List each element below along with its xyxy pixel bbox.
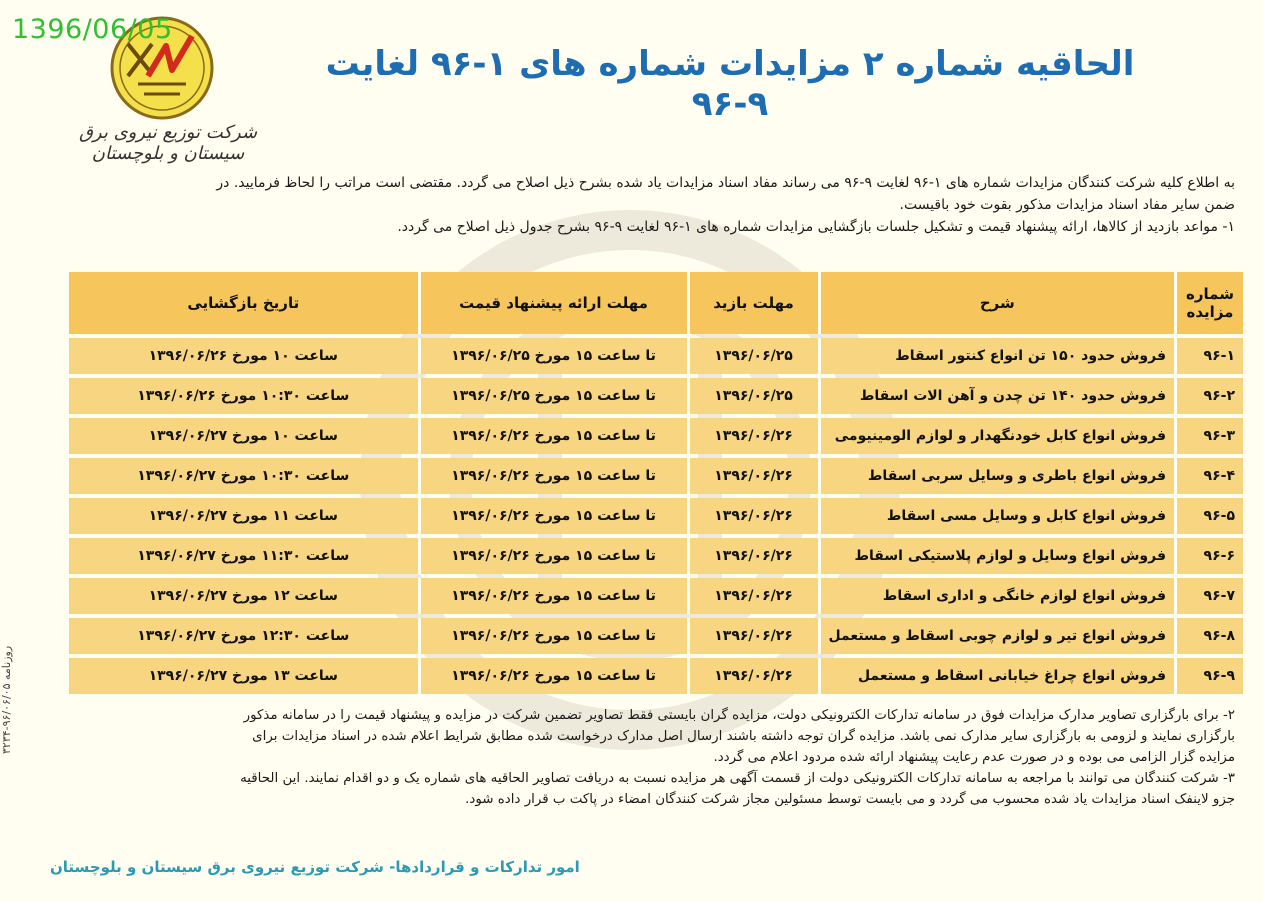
cell-num: ۹۶-۲ bbox=[1174, 378, 1243, 414]
cell-visit: ۱۳۹۶/۰۶/۲۵ bbox=[687, 338, 818, 374]
table-row bbox=[66, 658, 1243, 694]
company-signature: شرکت توزیع نیروی برق سیستان و بلوچستان bbox=[78, 122, 258, 164]
auction-schedule-table bbox=[66, 268, 1243, 698]
cell-desc: فروش انواع کابل و وسایل مسی اسقاط bbox=[818, 498, 1174, 534]
table-row bbox=[66, 378, 1243, 414]
cell-deadline: تا ساعت ۱۵ مورخ ۱۳۹۶/۰۶/۲۶ bbox=[418, 498, 687, 534]
cell-desc: فروش انواع باطری و وسایل سربی اسقاط bbox=[818, 458, 1174, 494]
header-opening: تاریخ بازگشایی bbox=[66, 272, 418, 334]
cell-desc: فروش انواع کابل خودنگهدار و لوازم الومینیومی bbox=[818, 418, 1174, 454]
cell-opening: ساعت ۱۱:۳۰ مورخ ۱۳۹۶/۰۶/۲۷ bbox=[66, 538, 418, 574]
table-row bbox=[66, 538, 1243, 574]
table-row bbox=[66, 458, 1243, 494]
cell-num: ۹۶-۷ bbox=[1174, 578, 1243, 614]
note-3-line-2: جزو لاینفک اسناد مزایدات یاد شده محسوب می گردد و می بایست توسط مسئولین مجاز شرکت کنندگان امضاء در پاکت ب قرار داده شود. bbox=[465, 792, 1235, 807]
table-row bbox=[66, 578, 1243, 614]
cell-opening: ساعت ۱۲ مورخ ۱۳۹۶/۰۶/۲۷ bbox=[66, 578, 418, 614]
table-row bbox=[66, 338, 1243, 374]
header-visit: مهلت بازید bbox=[687, 272, 818, 334]
intro-text bbox=[30, 172, 1235, 238]
date-stamp: 1396/06/05 bbox=[12, 14, 173, 45]
cell-deadline: تا ساعت ۱۵ مورخ ۱۳۹۶/۰۶/۲۶ bbox=[418, 578, 687, 614]
table-row bbox=[66, 498, 1243, 534]
cell-opening: ساعت ۱۳ مورخ ۱۳۹۶/۰۶/۲۷ bbox=[66, 658, 418, 694]
note-3-line-1: ۳- شرکت کنندگان می توانند با مراجعه به سامانه تدارکات الکترونیکی دولت از قسمت آگهی هر مزایده نسبت به دریافت تصاویر الحاقیه های شماره یک و دو اقدام نمایند. این الحاقیه bbox=[240, 771, 1235, 786]
page-title: الحاقیه شماره ۲ مزایدات شماره های ۱-۹۶ لغایت ۹-۹۶ bbox=[325, 44, 1135, 124]
table-row bbox=[66, 418, 1243, 454]
header-deadline: مهلت ارائه پیشنهاد قیمت bbox=[418, 272, 687, 334]
cell-deadline: تا ساعت ۱۵ مورخ ۱۳۹۶/۰۶/۲۶ bbox=[418, 458, 687, 494]
cell-visit: ۱۳۹۶/۰۶/۲۶ bbox=[687, 538, 818, 574]
cell-opening: ساعت ۱۰ مورخ ۱۳۹۶/۰۶/۲۷ bbox=[66, 418, 418, 454]
cell-visit: ۱۳۹۶/۰۶/۲۵ bbox=[687, 378, 818, 414]
newspaper-side-strip: روزنامه ۹۶/۰۶/۰۵-۳۲۳۴ bbox=[0, 645, 13, 755]
cell-visit: ۱۳۹۶/۰۶/۲۶ bbox=[687, 498, 818, 534]
header-desc: شرح bbox=[818, 272, 1174, 334]
cell-visit: ۱۳۹۶/۰۶/۲۶ bbox=[687, 618, 818, 654]
cell-opening: ساعت ۱۲:۳۰ مورخ ۱۳۹۶/۰۶/۲۷ bbox=[66, 618, 418, 654]
cell-desc: فروش انواع لوازم خانگی و اداری اسقاط bbox=[818, 578, 1174, 614]
intro-line-2: ضمن سایر مفاد اسناد مزایدات مذکور بقوت خود باقیست. bbox=[899, 197, 1235, 213]
cell-desc: فروش حدود ۱۵۰ تن انواع کنتور اسقاط bbox=[818, 338, 1174, 374]
cell-visit: ۱۳۹۶/۰۶/۲۶ bbox=[687, 458, 818, 494]
cell-desc: فروش انواع چراغ خیابانی اسقاط و مستعمل bbox=[818, 658, 1174, 694]
cell-deadline: تا ساعت ۱۵ مورخ ۱۳۹۶/۰۶/۲۶ bbox=[418, 418, 687, 454]
cell-opening: ساعت ۱۱ مورخ ۱۳۹۶/۰۶/۲۷ bbox=[66, 498, 418, 534]
table-row bbox=[66, 618, 1243, 654]
cell-opening: ساعت ۱۰:۳۰ مورخ ۱۳۹۶/۰۶/۲۷ bbox=[66, 458, 418, 494]
cell-num: ۹۶-۴ bbox=[1174, 458, 1243, 494]
intro-line-3: ۱- مواعد بازدید از کالاها، ارائه پیشنهاد قیمت و تشکیل جلسات بازگشایی مزایدات شماره های ۱-۹۶ لغایت ۹-۹۶ بشرح جدول ذیل اصلاح می گردد. bbox=[397, 219, 1235, 235]
cell-opening: ساعت ۱۰:۳۰ مورخ ۱۳۹۶/۰۶/۲۶ bbox=[66, 378, 418, 414]
note-2-line-1: ۲- برای بارگزاری تصاویر مدارک مزایدات فوق در سامانه تدارکات الکترونیکی دولت، مزایده گران بایستی فقط تصاویر تضمین شرکت در مزایده و پیشنهاد قیمت را در سامانه مذکور bbox=[243, 708, 1235, 723]
cell-visit: ۱۳۹۶/۰۶/۲۶ bbox=[687, 418, 818, 454]
cell-deadline: تا ساعت ۱۵ مورخ ۱۳۹۶/۰۶/۲۵ bbox=[418, 338, 687, 374]
note-2-line-2: بارگزاری نمایند و لزومی به بارگزاری سایر مدارک نمی باشد. مزایده گران توجه داشته باشند ارسال اصل مدارک درخواست شده مطابق شرایط اعلام شده در اسناد مزایدات برای bbox=[252, 729, 1235, 744]
cell-visit: ۱۳۹۶/۰۶/۲۶ bbox=[687, 658, 818, 694]
cell-num: ۹۶-۵ bbox=[1174, 498, 1243, 534]
cell-desc: فروش انواع تیر و لوازم چوبی اسقاط و مستعمل bbox=[818, 618, 1174, 654]
footer-department: امور تدارکات و قراردادها- شرکت توزیع نیروی برق سیستان و بلوچستان bbox=[50, 858, 580, 876]
cell-num: ۹۶-۱ bbox=[1174, 338, 1243, 374]
table-header-row bbox=[66, 272, 1243, 334]
header-num: شماره مزایده bbox=[1174, 272, 1243, 334]
cell-deadline: تا ساعت ۱۵ مورخ ۱۳۹۶/۰۶/۲۶ bbox=[418, 618, 687, 654]
cell-num: ۹۶-۸ bbox=[1174, 618, 1243, 654]
cell-num: ۹۶-۹ bbox=[1174, 658, 1243, 694]
cell-desc: فروش انواع وسایل و لوازم پلاستیکی اسقاط bbox=[818, 538, 1174, 574]
note-2-line-3: مزایده گزار الزامی می بوده و در صورت عدم رعایت پیشنهاد ارائه شده مردود اعلام می گردد. bbox=[713, 750, 1235, 765]
notes-section bbox=[30, 705, 1235, 810]
cell-desc: فروش حدود ۱۴۰ تن چدن و آهن الات اسقاط bbox=[818, 378, 1174, 414]
cell-deadline: تا ساعت ۱۵ مورخ ۱۳۹۶/۰۶/۲۶ bbox=[418, 538, 687, 574]
cell-opening: ساعت ۱۰ مورخ ۱۳۹۶/۰۶/۲۶ bbox=[66, 338, 418, 374]
cell-visit: ۱۳۹۶/۰۶/۲۶ bbox=[687, 578, 818, 614]
cell-num: ۹۶-۶ bbox=[1174, 538, 1243, 574]
intro-line-1: به اطلاع کلیه شرکت کنندگان مزایدات شماره های ۱-۹۶ لغایت ۹-۹۶ می رساند مفاد اسناد مزایدات یاد شده بشرح ذیل اصلاح می گردد. مقتضی است مراتب را لحاظ فرمایید. در bbox=[216, 175, 1235, 191]
cell-deadline: تا ساعت ۱۵ مورخ ۱۳۹۶/۰۶/۲۵ bbox=[418, 378, 687, 414]
cell-deadline: تا ساعت ۱۵ مورخ ۱۳۹۶/۰۶/۲۶ bbox=[418, 658, 687, 694]
cell-num: ۹۶-۳ bbox=[1174, 418, 1243, 454]
